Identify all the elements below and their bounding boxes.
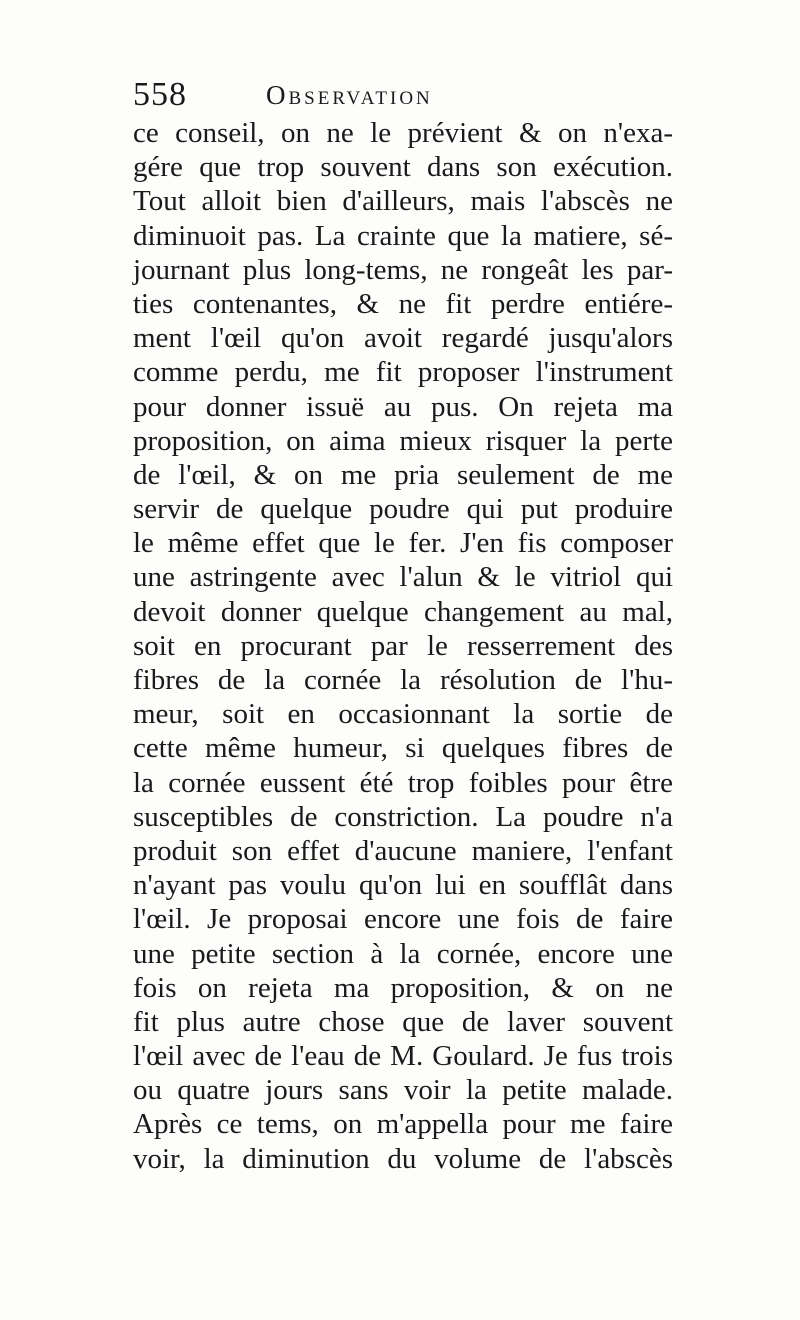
- body-text: [133, 116, 673, 1176]
- text-line: le même effet que le fer. J'en fis composer: [133, 527, 673, 560]
- text-line: n'ayant pas voulu qu'on lui en soufflât dans: [133, 869, 673, 902]
- running-title: Observation: [266, 80, 433, 110]
- text-line: une astringente avec l'alun & le vitriol qui: [133, 561, 673, 594]
- text-line: produit son effet d'aucune maniere, l'enfant: [133, 834, 673, 867]
- text-line: journant plus long-tems, ne rongeât les par-: [133, 253, 673, 286]
- text-line: ment l'œil qu'on avoit regardé jusqu'alors: [133, 322, 673, 355]
- text-line: comme perdu, me fit proposer l'instrument: [133, 356, 673, 389]
- text-line: soit en procurant par le resserrement des: [133, 629, 673, 662]
- text-line: diminuoit pas. La crainte que la matiere, sé-: [133, 219, 673, 252]
- text-line: fois on rejeta ma proposition, & on ne: [133, 971, 673, 1004]
- text-line: susceptibles de constriction. La poudre n'a: [133, 800, 673, 833]
- text-line: Après ce tems, on m'appella pour me faire: [133, 1108, 673, 1141]
- text-line: Tout alloit bien d'ailleurs, mais l'abscès ne: [133, 185, 673, 218]
- text-line: ce conseil, on ne le prévient & on n'exa-: [133, 117, 673, 149]
- running-head: [133, 70, 673, 120]
- text-line: meur, soit en occasionnant la sortie de: [133, 698, 673, 731]
- text-line: une petite section à la cornée, encore une: [133, 937, 673, 970]
- text-line: ties contenantes, & ne fit perdre entiére-: [133, 287, 673, 320]
- text-line: servir de quelque poudre qui put produire: [133, 493, 673, 526]
- text-line: gére que trop souvent dans son exécution.: [133, 151, 673, 184]
- text-line: de l'œil, & on me pria seulement de me: [133, 458, 673, 491]
- text-line: fit plus autre chose que de laver souvent: [133, 1005, 673, 1038]
- text-line: la cornée eussent été trop foibles pour être: [133, 766, 673, 799]
- text-line: fibres de la cornée la résolution de l'hu-: [133, 664, 673, 696]
- page-number: 558: [133, 76, 187, 113]
- text-line: l'œil. Je proposai encore une fois de faire: [133, 903, 673, 936]
- text-line: proposition, on aima mieux risquer la perte: [133, 424, 673, 457]
- text-line: ou quatre jours sans voir la petite malade.: [133, 1074, 673, 1107]
- text-line: devoit donner quelque changement au mal,: [133, 595, 673, 628]
- text-line: l'œil avec de l'eau de M. Goulard. Je fus trois: [133, 1040, 673, 1073]
- text-line: pour donner issuë au pus. On rejeta ma: [133, 390, 673, 423]
- text-line: cette même humeur, si quelques fibres de: [133, 732, 673, 765]
- text-line: voir, la diminution du volume de l'abscès: [133, 1142, 673, 1175]
